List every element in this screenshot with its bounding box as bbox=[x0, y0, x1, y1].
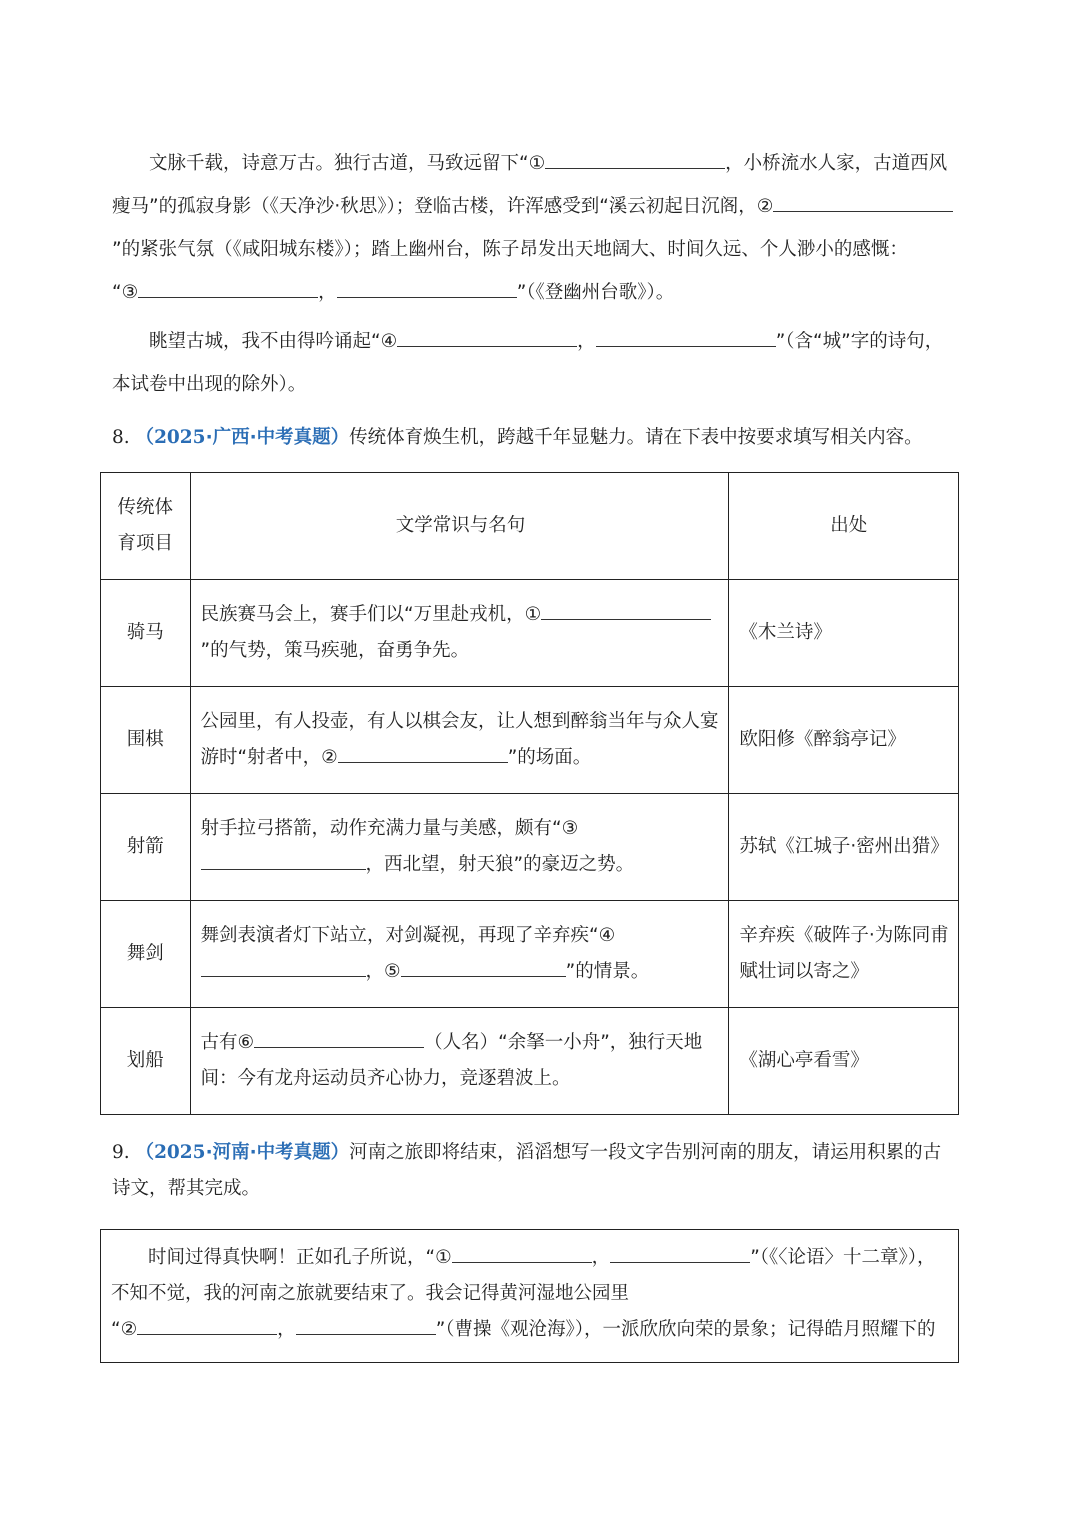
source-cell: 辛弃疾《破阵子·为陈同甫赋壮词以寄之》 bbox=[729, 901, 959, 1008]
intro-text: “③ bbox=[112, 282, 139, 303]
source-cell: 《湖心亭看雪》 bbox=[729, 1008, 959, 1115]
intro-text: ”的紧张气氛（《咸阳城东楼》）；踏上幽州台，陈子昂发出天地阔大、时间久远、个人渺小的感慨： bbox=[112, 239, 908, 260]
intro-paragraph-1 bbox=[112, 142, 957, 314]
answer-blank[interactable] bbox=[338, 745, 508, 763]
quote-cell: 古有⑥ （人名）“余拏一小舟”，独行天地间：今有龙舟运动员齐心协力，竞逐碧波上。 bbox=[190, 1008, 729, 1115]
answer-blank-2a[interactable] bbox=[137, 1317, 277, 1335]
intro-text: ， bbox=[577, 331, 596, 352]
question-8 bbox=[112, 420, 957, 456]
source-cell: 欧阳修《醉翁亭记》 bbox=[729, 687, 959, 794]
answer-blank-3b[interactable] bbox=[337, 280, 517, 298]
quote-cell: 民族赛马会上，赛手们以“万里赴戎机，①”的气势，策马疾驰，奋勇争先。 bbox=[190, 580, 729, 687]
answer-blank[interactable] bbox=[541, 602, 711, 620]
intro-text: ”（含“城”字的诗句，本试卷中出现的除外）。 bbox=[112, 331, 944, 395]
table-header-row bbox=[101, 473, 959, 580]
quote-cell: 舞剑表演者灯下站立，对剑凝视，再现了辛弃疾“④，⑤ ”的情景。 bbox=[190, 901, 729, 1008]
answer-blank-1a[interactable] bbox=[452, 1245, 592, 1263]
answer-blank-4b[interactable] bbox=[596, 329, 776, 347]
question-prompt: 河南之旅即将结束，滔滔想写一段文字告别河南的朋友，请运用积累的古诗文，帮其完成。 bbox=[112, 1142, 942, 1199]
intro-text: 文脉千载，诗意万古。独行古道，马致远留下“① bbox=[149, 153, 546, 174]
question-source: （2025·广西·中考真题） bbox=[135, 427, 350, 448]
sports-table bbox=[100, 472, 959, 1115]
header-source: 出处 bbox=[729, 473, 959, 580]
intro-text: ”（《登幽州台歌》）。 bbox=[516, 282, 675, 303]
sport-name: 围棋 bbox=[101, 687, 191, 794]
answer-blank-3a[interactable] bbox=[138, 280, 318, 298]
question-number: 8. bbox=[112, 427, 130, 448]
answer-blank-1[interactable] bbox=[545, 151, 725, 169]
intro-paragraph-2 bbox=[112, 320, 957, 406]
answer-blank[interactable] bbox=[201, 959, 366, 977]
table-row bbox=[101, 1008, 959, 1115]
table-row bbox=[101, 580, 959, 687]
question-source: （2025·河南·中考真题） bbox=[135, 1142, 350, 1163]
answer-blank-2[interactable] bbox=[773, 194, 953, 212]
question-number: 9. bbox=[112, 1142, 130, 1163]
question-9 bbox=[112, 1135, 957, 1207]
table-row bbox=[101, 794, 959, 901]
table-row bbox=[101, 687, 959, 794]
question-prompt: 传统体育焕生机，跨越千年显魅力。请在下表中按要求填写相关内容。 bbox=[349, 427, 923, 448]
sport-name: 射箭 bbox=[101, 794, 191, 901]
quote-cell: 公园里，有人投壶，有人以棋会友，让人想到醉翁当年与众人宴游时“射者中，② ”的场面。 bbox=[190, 687, 729, 794]
answer-blank-4a[interactable] bbox=[397, 329, 577, 347]
answer-box bbox=[100, 1229, 959, 1363]
sport-name: 骑马 bbox=[101, 580, 191, 687]
answer-blank[interactable] bbox=[254, 1030, 424, 1048]
source-cell: 苏轼《江城子·密州出猎》 bbox=[729, 794, 959, 901]
answer-blank[interactable] bbox=[201, 852, 366, 870]
quote-cell: 射手拉弓搭箭，动作充满力量与美感，颇有“③，西北望，射天狼”的豪迈之势。 bbox=[190, 794, 729, 901]
box-paragraph: 时间过得真快啊！正如孔子所说，“① ， ”（《〈论语〉十二章》），不知不觉，我的河南之旅就要结束了。我会记得黄河湿地公园里 “② ， ”（曹操《观沧海》），一派欣欣向荣的景象；记得皓月照耀下的 bbox=[111, 1247, 936, 1340]
answer-blank-1b[interactable] bbox=[610, 1245, 750, 1263]
intro-text: ，小桥流水人家，古道西风瘦马”的孤寂身影（《天净沙·秋思》）；登临古楼，许浑感受到“溪云初起日沉阁，② bbox=[112, 153, 948, 217]
sport-name: 划船 bbox=[101, 1008, 191, 1115]
header-quote: 文学常识与名句 bbox=[190, 473, 729, 580]
intro-text: ， bbox=[318, 282, 337, 303]
header-sport: 传统体育项目 bbox=[101, 473, 191, 580]
source-cell: 《木兰诗》 bbox=[729, 580, 959, 687]
intro-text: 眺望古城，我不由得吟诵起“④ bbox=[149, 331, 398, 352]
sport-name: 舞剑 bbox=[101, 901, 191, 1008]
answer-blank[interactable] bbox=[401, 959, 566, 977]
table-row bbox=[101, 901, 959, 1008]
answer-blank-2b[interactable] bbox=[296, 1317, 436, 1335]
